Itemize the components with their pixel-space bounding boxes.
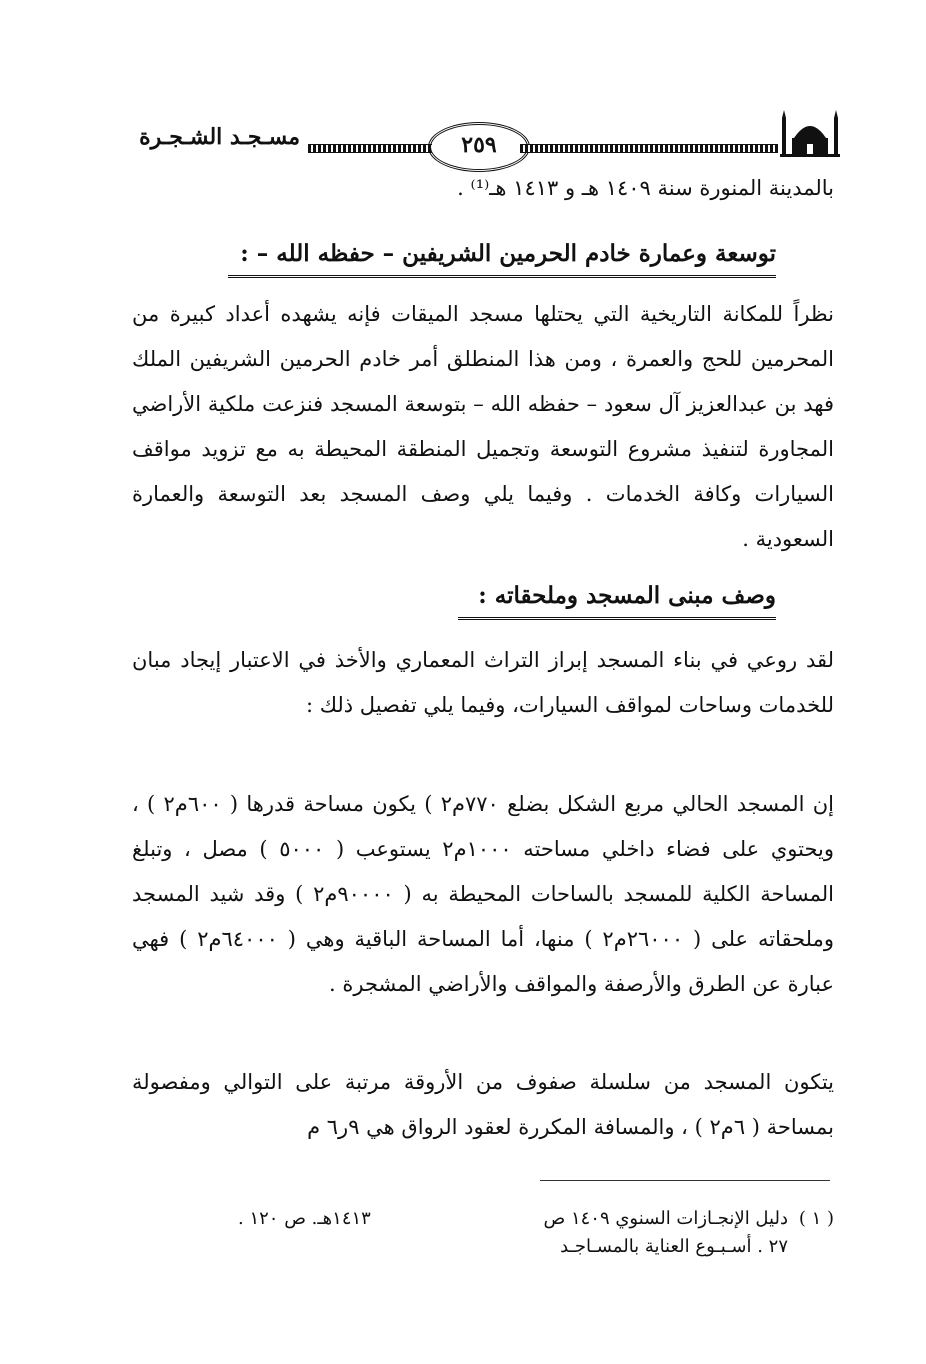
section-heading-description: وصف مبنى المسجد وملحقاته : [478,582,776,609]
footnote-date: ١٤١٣هـ. ص ١٢٠ . [238,1208,371,1229]
page-number: ٢٥٩ [428,122,530,172]
footnote-rule [540,1180,830,1181]
section-heading-expansion: توسعة وعمارة خادم الحرمين الشريفين – حفظه الله – : [240,240,776,267]
paragraph-arcades: يتكون المسجد من سلسلة صفوف من الأروقة مرتبة على التوالي ومفصولة بمساحة ( ٦م٢ ) ، والمسافة المكررة لعقود الرواق هي ٩ر٦ م [132,1070,834,1139]
intro-line: بالمدينة المنورة سنة ١٤٠٩ هـ و ١٤١٣ هـ⁽¹⁾ . [457,176,834,200]
footnote-text-continued: ٢٧ . أسـبـوع العناية بالمسـاجـد [560,1236,788,1257]
heading-underline [228,275,776,278]
running-title: مسـجـد الشـجـرة [139,124,300,150]
chain-ornament-right [520,144,778,153]
paragraph-heritage: لقد روعي في بناء المسجد إبراز التراث المعماري والأخذ في الاعتبار إيجاد مبان للخدمات وساحات لمواقف السيارات، وفيما يلي تفصيل ذلك : [132,648,834,717]
mosque-logo-icon [780,108,840,158]
chain-ornament-left [308,144,432,153]
paragraph-expansion: نظراً للمكانة التاريخية التي يحتلها مسجد الميقات فإنه يشهده أعداد كبيرة من المحرمين للحج والعمرة ، ومن هذا المنطلق أمر خادم الحرمين الشريفين الملك فهد بن عبدالعزيز آل سعود – حفظه الله – بتوسعة المسجد فنزعت ملكية الأراضي المجاورة لتنفيذ مشروع التوسعة وتجميل المنطقة المحيطة به مع تزويد مواقف السيارات وكافة الخدمات . وفيما يلي وصف المسجد بعد التوسعة والعمارة السعودية . [132,302,834,551]
running-header [128,108,840,162]
paragraph-dimensions: إن المسجد الحالي مربع الشكل بضلع ٧٧٠م٢ ) يكون مساحة قدرها ( ٦٠٠م٢ ) ، ويحتوي على فضاء داخلي مساحته ١٠٠٠م٢ يستوعب ( ٥٠٠٠ ) مصل ، وتبلغ المساحة الكلية للمسجد بالساحات المحيطة به ( ٩٠٠٠٠م٢ ) وقد شيد المسجد وملحقاته على ( ٢٦٠٠٠م٢ ) منها، أما المساحة الباقية وهي ( ٦٤٠٠٠م٢ ) فهي عبارة عن الطرق والأرصفة والمواقف والأراضي المشجرة . [132,792,835,996]
footnote-marker: ( ١ ) [798,1208,834,1229]
heading-underline [458,617,776,620]
footnote-text: دليل الإنجـازات السنوي ١٤٠٩ ص [543,1208,788,1229]
